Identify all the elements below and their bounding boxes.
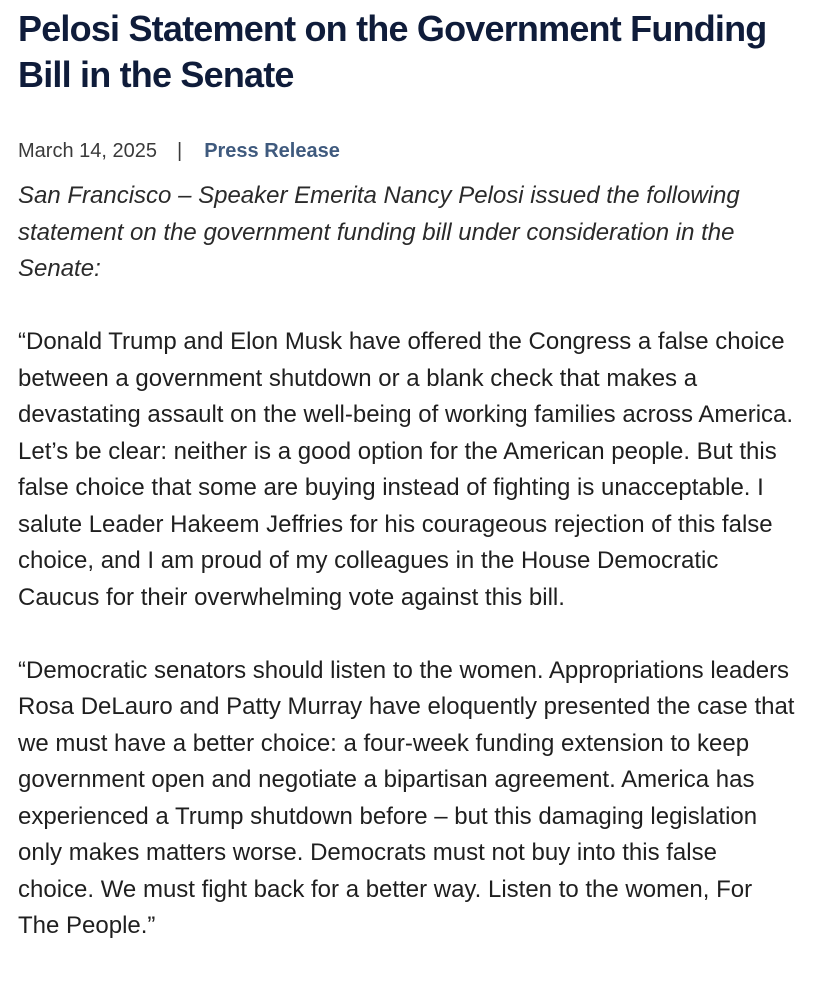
article-meta — [18, 138, 797, 164]
meta-separator: | — [176, 140, 183, 162]
article-title: Pelosi Statement on the Government Funding Bill in the Senate — [18, 8, 767, 95]
body-paragraph-2: “Democratic senators should listen to the women. Appropriations leaders Rosa DeLauro and Patty Murray have eloquently presented the case that we must have a better choice: a four-week funding extension to keep government open and negotiate a bipartisan agreement. America has experienced a Trump shutdown before – but this damaging legislation only makes matters worse. Democrats must not buy into this false choice. We must fight back for a better way. Listen to the women, For The People.” — [18, 656, 795, 939]
publish-date: March 14, 2025 — [18, 140, 157, 162]
category-link-press-release[interactable]: Press Release — [204, 140, 340, 162]
article-lede: San Francisco – Speaker Emerita Nancy Pelosi issued the following statement on the government funding bill under consideration in the Senate: — [18, 182, 740, 282]
body-paragraph-1: “Donald Trump and Elon Musk have offered the Congress a false choice between a government shutdown or a blank check that makes a devastating assault on the well-being of working families across America. Let’s be clear: neither is a good option for the American people. But this false choice that some are buying instead of fighting is unacceptable. I salute Leader Hakeem Jeffries for his courageous rejection of this false choice, and I am proud of my colleagues in the House Democratic Caucus for their overwhelming vote against this bill. — [18, 328, 794, 611]
